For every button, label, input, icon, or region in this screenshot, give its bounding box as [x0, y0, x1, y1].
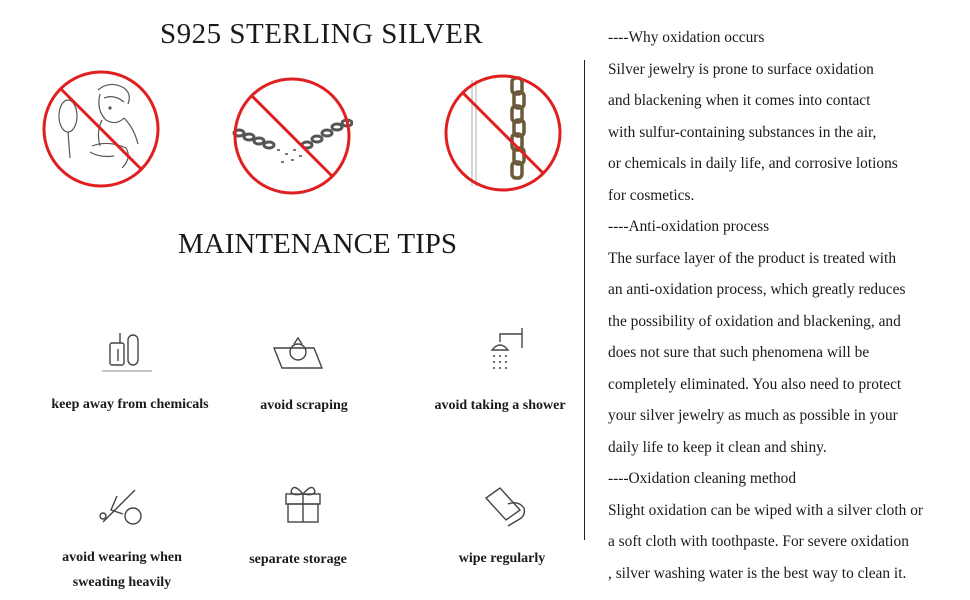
info-line: The surface layer of the product is treated with: [608, 249, 897, 267]
sweating-exercise-icon: [93, 478, 153, 538]
info-line: and blackening when it comes into contact: [608, 92, 871, 109]
tip-label-line: avoid wearing when: [62, 550, 182, 565]
tip-label: avoid taking a shower: [434, 398, 566, 413]
info-line: does not sure that such phenomena will be: [608, 344, 870, 361]
info-line: your silver jewelry as much as possible in your: [608, 407, 898, 424]
tip-label: [42, 545, 202, 595]
shower-icon: [476, 320, 536, 380]
info-heading: ----Why oxidation occurs: [608, 29, 765, 46]
chemicals-icon: [98, 325, 158, 385]
info-line: with sulfur-containing substances in the air,: [608, 123, 877, 141]
broken-chain-prohibited-icon: [231, 75, 353, 197]
scraping-ring-icon: [268, 322, 328, 382]
info-line: Slight oxidation can be wiped with a silver cloth or: [608, 501, 924, 519]
info-line: completely eliminated. You also need to protect: [608, 375, 902, 393]
info-line: daily life to keep it clean and shiny.: [608, 438, 827, 456]
info-line: the possibility of oxidation and blackening, and: [608, 312, 901, 330]
page-title: S925 STERLING SILVER: [160, 18, 484, 50]
cloth-wipe-icon: [478, 476, 538, 536]
column-divider: [584, 60, 585, 540]
info-line: an anti-oxidation process, which greatly reduces: [608, 281, 906, 298]
info-line: a soft cloth with toothpaste. For severe oxidation: [608, 533, 909, 550]
tip-label: wipe regularly: [458, 551, 546, 566]
info-line: Silver jewelry is prone to surface oxidation: [608, 60, 874, 78]
tarnished-chain-prohibited-icon: [442, 72, 564, 194]
info-heading: ----Anti-oxidation process: [608, 218, 770, 235]
oxidation-info-text: [608, 22, 968, 589]
info-line: or chemicals in daily life, and corrosive lotions: [608, 155, 898, 172]
info-heading: ----Oxidation cleaning method: [608, 470, 797, 487]
info-line: for cosmetics.: [608, 186, 695, 204]
tip-label-line: sweating heavily: [72, 575, 172, 590]
tip-label: keep away from chemicals: [51, 397, 209, 412]
gift-box-icon: [274, 474, 334, 534]
section-title: MAINTENANCE TIPS: [178, 228, 457, 260]
tip-label: separate storage: [249, 552, 347, 567]
woman-lotion-prohibited-icon: [40, 68, 162, 190]
tip-label: avoid scraping: [260, 398, 348, 413]
info-line: , silver washing water is the best way to clean it.: [608, 564, 907, 582]
